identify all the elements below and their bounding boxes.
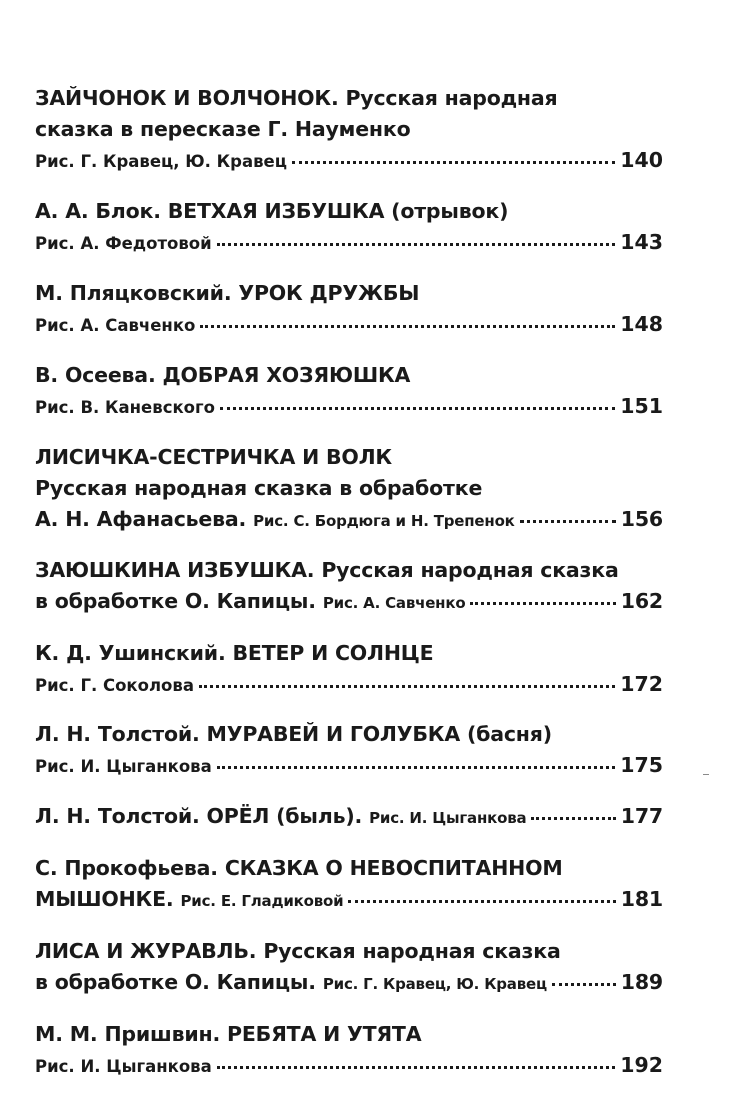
page-number[interactable]: 162	[620, 589, 663, 613]
entry-credit-line	[35, 669, 663, 701]
dot-leader	[552, 983, 616, 986]
entry-credit-line	[35, 391, 663, 423]
toc-entry[interactable]	[35, 853, 663, 917]
illustrator-credit: Рис. Г. Кравец, Ю. Кравец	[322, 975, 547, 993]
illustrator-credit: Рис. А. Федотовой	[35, 234, 212, 253]
dot-leader	[348, 900, 615, 903]
toc-entry[interactable]	[35, 801, 663, 834]
page-number[interactable]: 156	[620, 507, 663, 531]
entry-title-lead: в обработке О. Капицы.	[35, 970, 316, 994]
entry-credit-line	[35, 145, 663, 177]
entry-credit-line	[35, 967, 663, 1000]
entry-title-lead: А. Н. Афанасьева.	[35, 507, 247, 531]
dot-leader	[217, 243, 616, 246]
toc-entry[interactable]	[35, 719, 663, 782]
toc-entry[interactable]	[35, 1019, 663, 1082]
page-number[interactable]: 172	[620, 672, 663, 696]
scan-speck	[703, 774, 709, 775]
illustrator-credit: Рис. А. Савченко	[322, 594, 466, 612]
entry-credit-line	[35, 801, 663, 834]
illustrator-credit: Рис. Г. Кравец, Ю. Кравец	[35, 152, 287, 171]
entry-title: Л. Н. Толстой. МУРАВЕЙ И ГОЛУБКА (басня)	[35, 722, 552, 746]
entry-title: ЛИСИЧКА-СЕСТРИЧКА И ВОЛК	[35, 445, 392, 469]
dot-leader	[217, 1066, 615, 1069]
page-number[interactable]: 189	[620, 970, 663, 994]
entry-credit-line	[35, 750, 663, 782]
dot-leader	[531, 817, 615, 820]
entry-title: ЗАЮШКИНА ИЗБУШКА. Русская народная сказка	[35, 558, 619, 582]
entry-title: К. Д. Ушинский. ВЕТЕР И СОЛНЦЕ	[35, 641, 434, 665]
page-number[interactable]: 181	[620, 887, 663, 911]
entry-title-lead: Л. Н. Толстой. ОРЁЛ (быль).	[35, 804, 363, 828]
illustrator-credit: Рис. А. Савченко	[35, 316, 196, 335]
entry-title: С. Прокофьева. СКАЗКА О НЕВОСПИТАННОМ	[35, 856, 563, 880]
entry-credit-line	[35, 884, 663, 917]
toc-entry[interactable]	[35, 83, 663, 177]
dot-leader	[217, 766, 615, 769]
illustrator-credit: Рис. Е. Гладиковой	[180, 892, 344, 910]
illustrator-credit: Рис. С. Бордюга и Н. Трепенок	[253, 512, 515, 530]
dot-leader	[292, 161, 615, 164]
entry-credit-line	[35, 227, 663, 259]
entry-title-lead: МЫШОНКЕ.	[35, 887, 174, 911]
illustrator-credit: Рис. Г. Соколова	[35, 676, 194, 695]
entry-credit-line	[35, 504, 663, 537]
toc-entry[interactable]	[35, 278, 663, 341]
illustrator-credit: Рис. И. Цыганкова	[369, 809, 527, 827]
entry-title: М. Пляцковский. УРОК ДРУЖБЫ	[35, 281, 420, 305]
page-number[interactable]: 177	[620, 804, 663, 828]
toc-entry[interactable]	[35, 936, 663, 1000]
entry-credit-line	[35, 309, 663, 341]
entry-title: В. Осеева. ДОБРАЯ ХОЗЯЮШКА	[35, 363, 411, 387]
illustrator-credit: Рис. И. Цыганкова	[35, 1057, 212, 1076]
dot-leader	[200, 325, 615, 328]
illustrator-credit: Рис. И. Цыганкова	[35, 757, 212, 776]
entry-title-lead: в обработке О. Капицы.	[35, 589, 316, 613]
toc-entry[interactable]	[35, 442, 663, 537]
dot-leader	[199, 685, 615, 688]
toc-entry[interactable]	[35, 196, 663, 259]
page-number[interactable]: 175	[620, 753, 663, 777]
entry-title: сказка в пересказе Г. Науменко	[35, 117, 411, 141]
toc-entry[interactable]	[35, 638, 663, 701]
page-number[interactable]: 151	[620, 394, 663, 418]
illustrator-credit: Рис. В. Каневского	[35, 398, 215, 417]
page-number[interactable]: 143	[620, 230, 663, 254]
entry-credit-line	[35, 1050, 663, 1082]
dot-leader	[520, 520, 616, 523]
entry-title: ЗАЙЧОНОК И ВОЛЧОНОК. Русская народная	[35, 86, 558, 110]
toc-entry[interactable]	[35, 360, 663, 423]
page-number[interactable]: 148	[620, 312, 663, 336]
entry-title: М. М. Пришвин. РЕБЯТА И УТЯТА	[35, 1022, 422, 1046]
dot-leader	[470, 602, 615, 605]
entry-title: Русская народная сказка в обработке	[35, 476, 483, 500]
table-of-contents	[35, 83, 663, 1101]
entry-title: ЛИСА И ЖУРАВЛЬ. Русская народная сказка	[35, 939, 561, 963]
toc-entry[interactable]	[35, 555, 663, 619]
entry-credit-line	[35, 586, 663, 619]
page-number[interactable]: 140	[620, 148, 663, 172]
dot-leader	[220, 407, 615, 410]
entry-title: А. А. Блок. ВЕТХАЯ ИЗБУШКА (отрывок)	[35, 199, 509, 223]
page-number[interactable]: 192	[620, 1053, 663, 1077]
